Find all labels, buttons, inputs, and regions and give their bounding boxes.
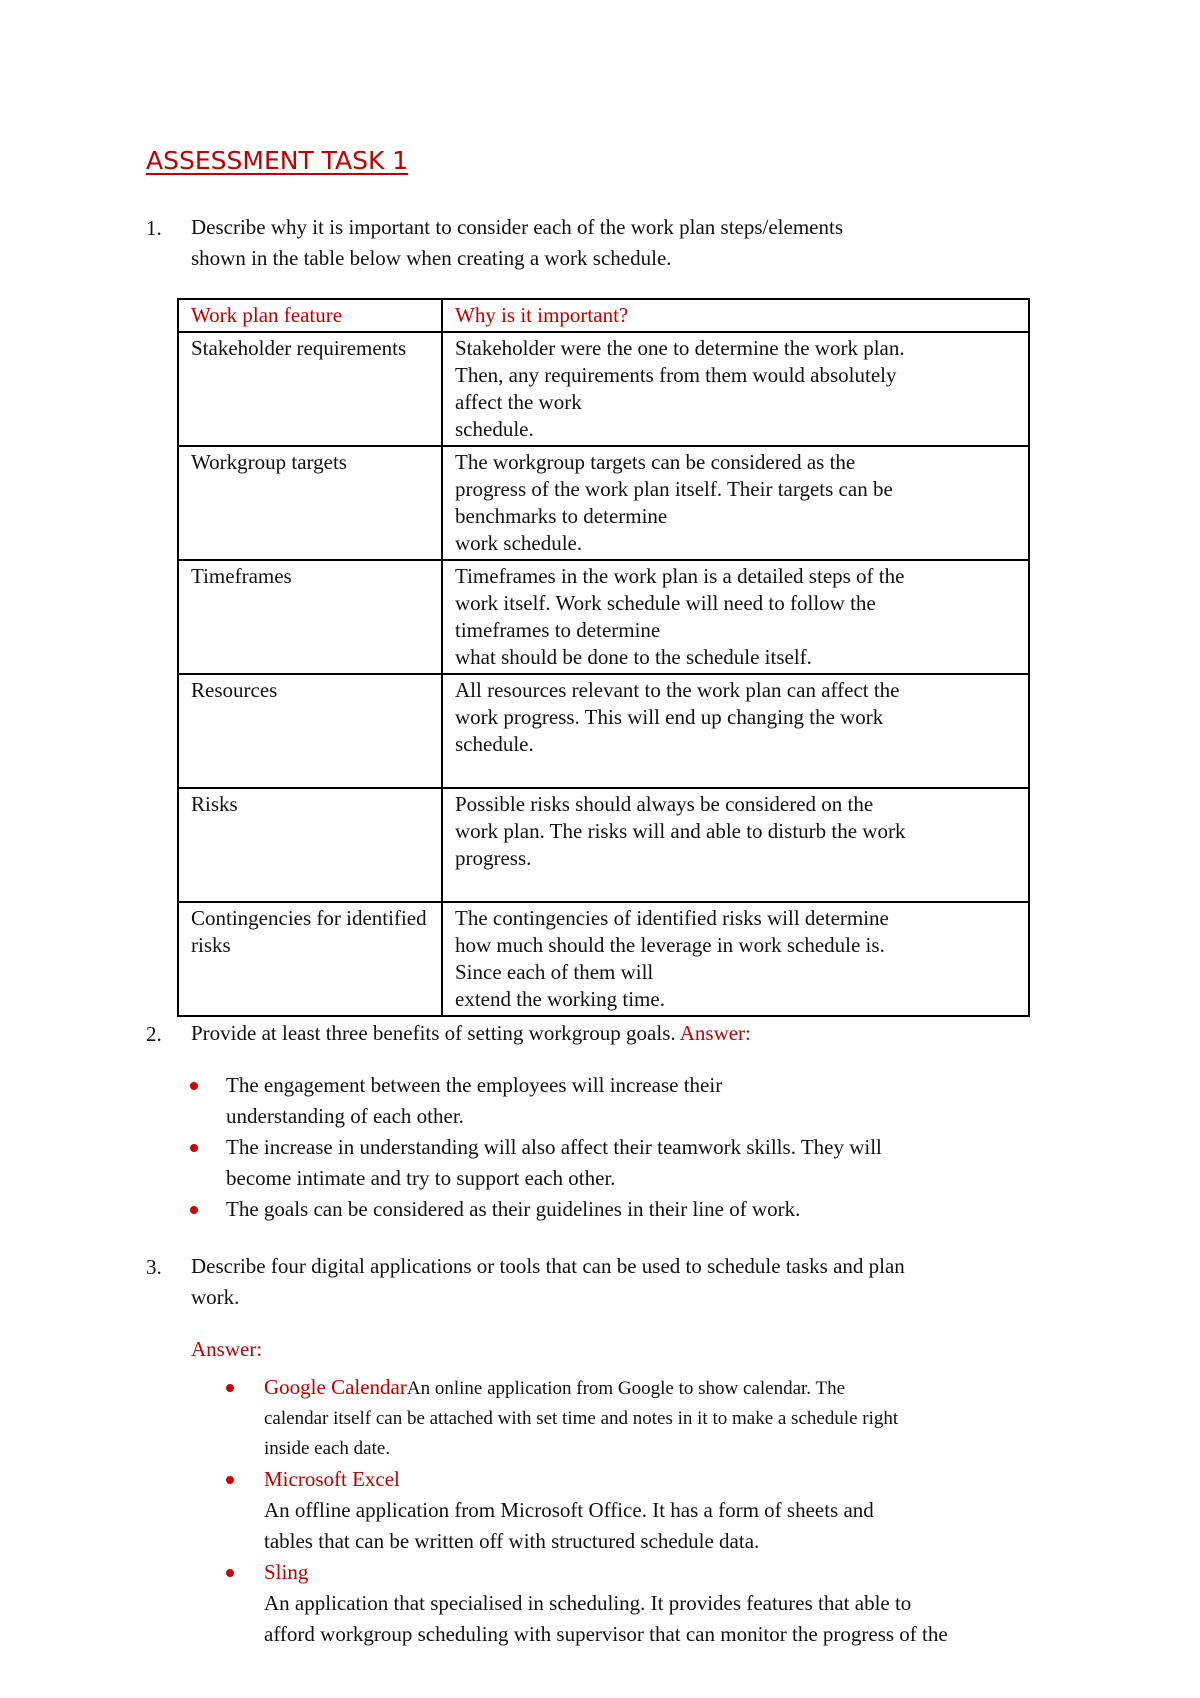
bullet-line: become intimate and try to support each other.	[226, 1166, 616, 1190]
question-3-answer-label: Answer:	[191, 1337, 263, 1361]
table-header-row	[178, 299, 1029, 332]
table-cell-why	[442, 902, 1029, 1016]
tool-desc-line: calendar itself can be attached with set time and notes in it to make a schedule right	[264, 1408, 899, 1429]
table-header-why: Why is it important?	[442, 299, 1029, 332]
bullet-icon	[226, 1569, 234, 1577]
tool-name: Google Calendar	[264, 1375, 407, 1399]
list-item	[226, 1132, 1086, 1194]
why-line: timeframes to determine	[455, 618, 661, 642]
table-header-feature: Work plan feature	[178, 299, 442, 332]
list-item	[226, 1070, 1086, 1132]
why-line: The workgroup targets can be considered as the	[455, 450, 856, 474]
table-cell-feature: Workgroup targets	[178, 446, 442, 560]
why-line: progress.	[455, 846, 532, 870]
why-line: how much should the leverage in work schedule is.	[455, 933, 885, 957]
why-line: All resources relevant to the work plan can affect the	[455, 678, 900, 702]
why-line: affect the work	[455, 390, 582, 414]
question-3-line: work.	[191, 1285, 240, 1309]
tool-desc-line: inside each date.	[264, 1438, 391, 1459]
tool-name: Microsoft Excel	[264, 1467, 400, 1491]
table-row	[178, 560, 1029, 674]
question-3-line: Describe four digital applications or tools that can be used to schedule tasks and plan	[191, 1254, 905, 1278]
list-item	[264, 1464, 1114, 1557]
bullet-icon	[190, 1206, 198, 1214]
question-1-text	[191, 212, 843, 274]
why-line: what should be done to the schedule itself.	[455, 645, 812, 669]
table-row	[178, 674, 1029, 788]
bullet-line: The increase in understanding will also affect their teamwork skills. They will	[226, 1135, 882, 1159]
bullet-icon	[226, 1384, 234, 1392]
why-line: work schedule.	[455, 531, 583, 555]
question-3-number: 3.	[146, 1255, 162, 1279]
table-cell-feature: Timeframes	[178, 560, 442, 674]
list-item	[226, 1194, 1086, 1225]
why-line: progress of the work plan itself. Their targets can be	[455, 477, 893, 501]
table-cell-why	[442, 560, 1029, 674]
bullet-icon	[190, 1082, 198, 1090]
question-1-line: shown in the table below when creating a work schedule.	[191, 246, 672, 270]
why-line: work progress. This will end up changing the work	[455, 705, 884, 729]
table-cell-feature: Risks	[178, 788, 442, 902]
bullet-icon	[226, 1476, 234, 1484]
bullet-icon	[190, 1144, 198, 1152]
table-row	[178, 902, 1029, 1016]
why-line: Possible risks should always be considered on the	[455, 792, 874, 816]
table-row	[178, 332, 1029, 446]
table-cell-feature: Resources	[178, 674, 442, 788]
tool-desc-line: An application that specialised in scheduling. It provides features that able to	[264, 1591, 912, 1615]
q3-tool-list	[264, 1372, 1114, 1650]
why-line: work itself. Work schedule will need to follow the	[455, 591, 876, 615]
question-2-answer-label: Answer:	[679, 1021, 751, 1045]
table-cell-feature: Contingencies for identified risks	[178, 902, 442, 1016]
bullet-line: The goals can be considered as their guidelines in their line of work.	[226, 1197, 801, 1221]
tool-desc-inline: An online application from Google to show calendar. The	[406, 1378, 845, 1399]
why-line: extend the working time.	[455, 987, 665, 1011]
table-cell-why	[442, 446, 1029, 560]
tool-name: Sling	[264, 1560, 309, 1584]
why-line: schedule.	[455, 732, 534, 756]
table-cell-why	[442, 332, 1029, 446]
q2-bullet-list	[226, 1070, 1086, 1225]
table-row	[178, 788, 1029, 902]
question-2-text	[191, 1018, 751, 1049]
why-line: work plan. The risks will and able to disturb the work	[455, 819, 906, 843]
question-2-number: 2.	[146, 1022, 162, 1046]
why-line: Stakeholder were the one to determine the work plan.	[455, 336, 905, 360]
work-plan-table	[177, 298, 1030, 1017]
bullet-line: The engagement between the employees will increase their	[226, 1073, 723, 1097]
question-3-text	[191, 1251, 905, 1313]
why-line: Timeframes in the work plan is a detailed steps of the	[455, 564, 905, 588]
table-cell-why	[442, 788, 1029, 902]
question-1-number: 1.	[146, 216, 162, 240]
table-row	[178, 446, 1029, 560]
why-line: Then, any requirements from them would absolutely	[455, 363, 897, 387]
table-cell-feature: Stakeholder requirements	[178, 332, 442, 446]
why-line: schedule.	[455, 417, 534, 441]
why-line: benchmarks to determine	[455, 504, 668, 528]
tool-desc-line: An offline application from Microsoft Office. It has a form of sheets and	[264, 1498, 874, 1522]
tool-desc-line: tables that can be written off with structured schedule data.	[264, 1529, 760, 1553]
why-line: Since each of them will	[455, 960, 654, 984]
list-item	[264, 1557, 1114, 1650]
tool-desc-line: afford workgroup scheduling with supervisor that can monitor the progress of the	[264, 1622, 948, 1646]
page-title: ASSESSMENT TASK 1	[146, 146, 409, 175]
table-cell-why	[442, 674, 1029, 788]
why-line: The contingencies of identified risks will determine	[455, 906, 889, 930]
question-1-line: Describe why it is important to consider each of the work plan steps/elements	[191, 215, 843, 239]
question-2-prompt: Provide at least three benefits of setting workgroup goals.	[191, 1021, 676, 1045]
bullet-line: understanding of each other.	[226, 1104, 464, 1128]
list-item	[264, 1372, 1114, 1464]
